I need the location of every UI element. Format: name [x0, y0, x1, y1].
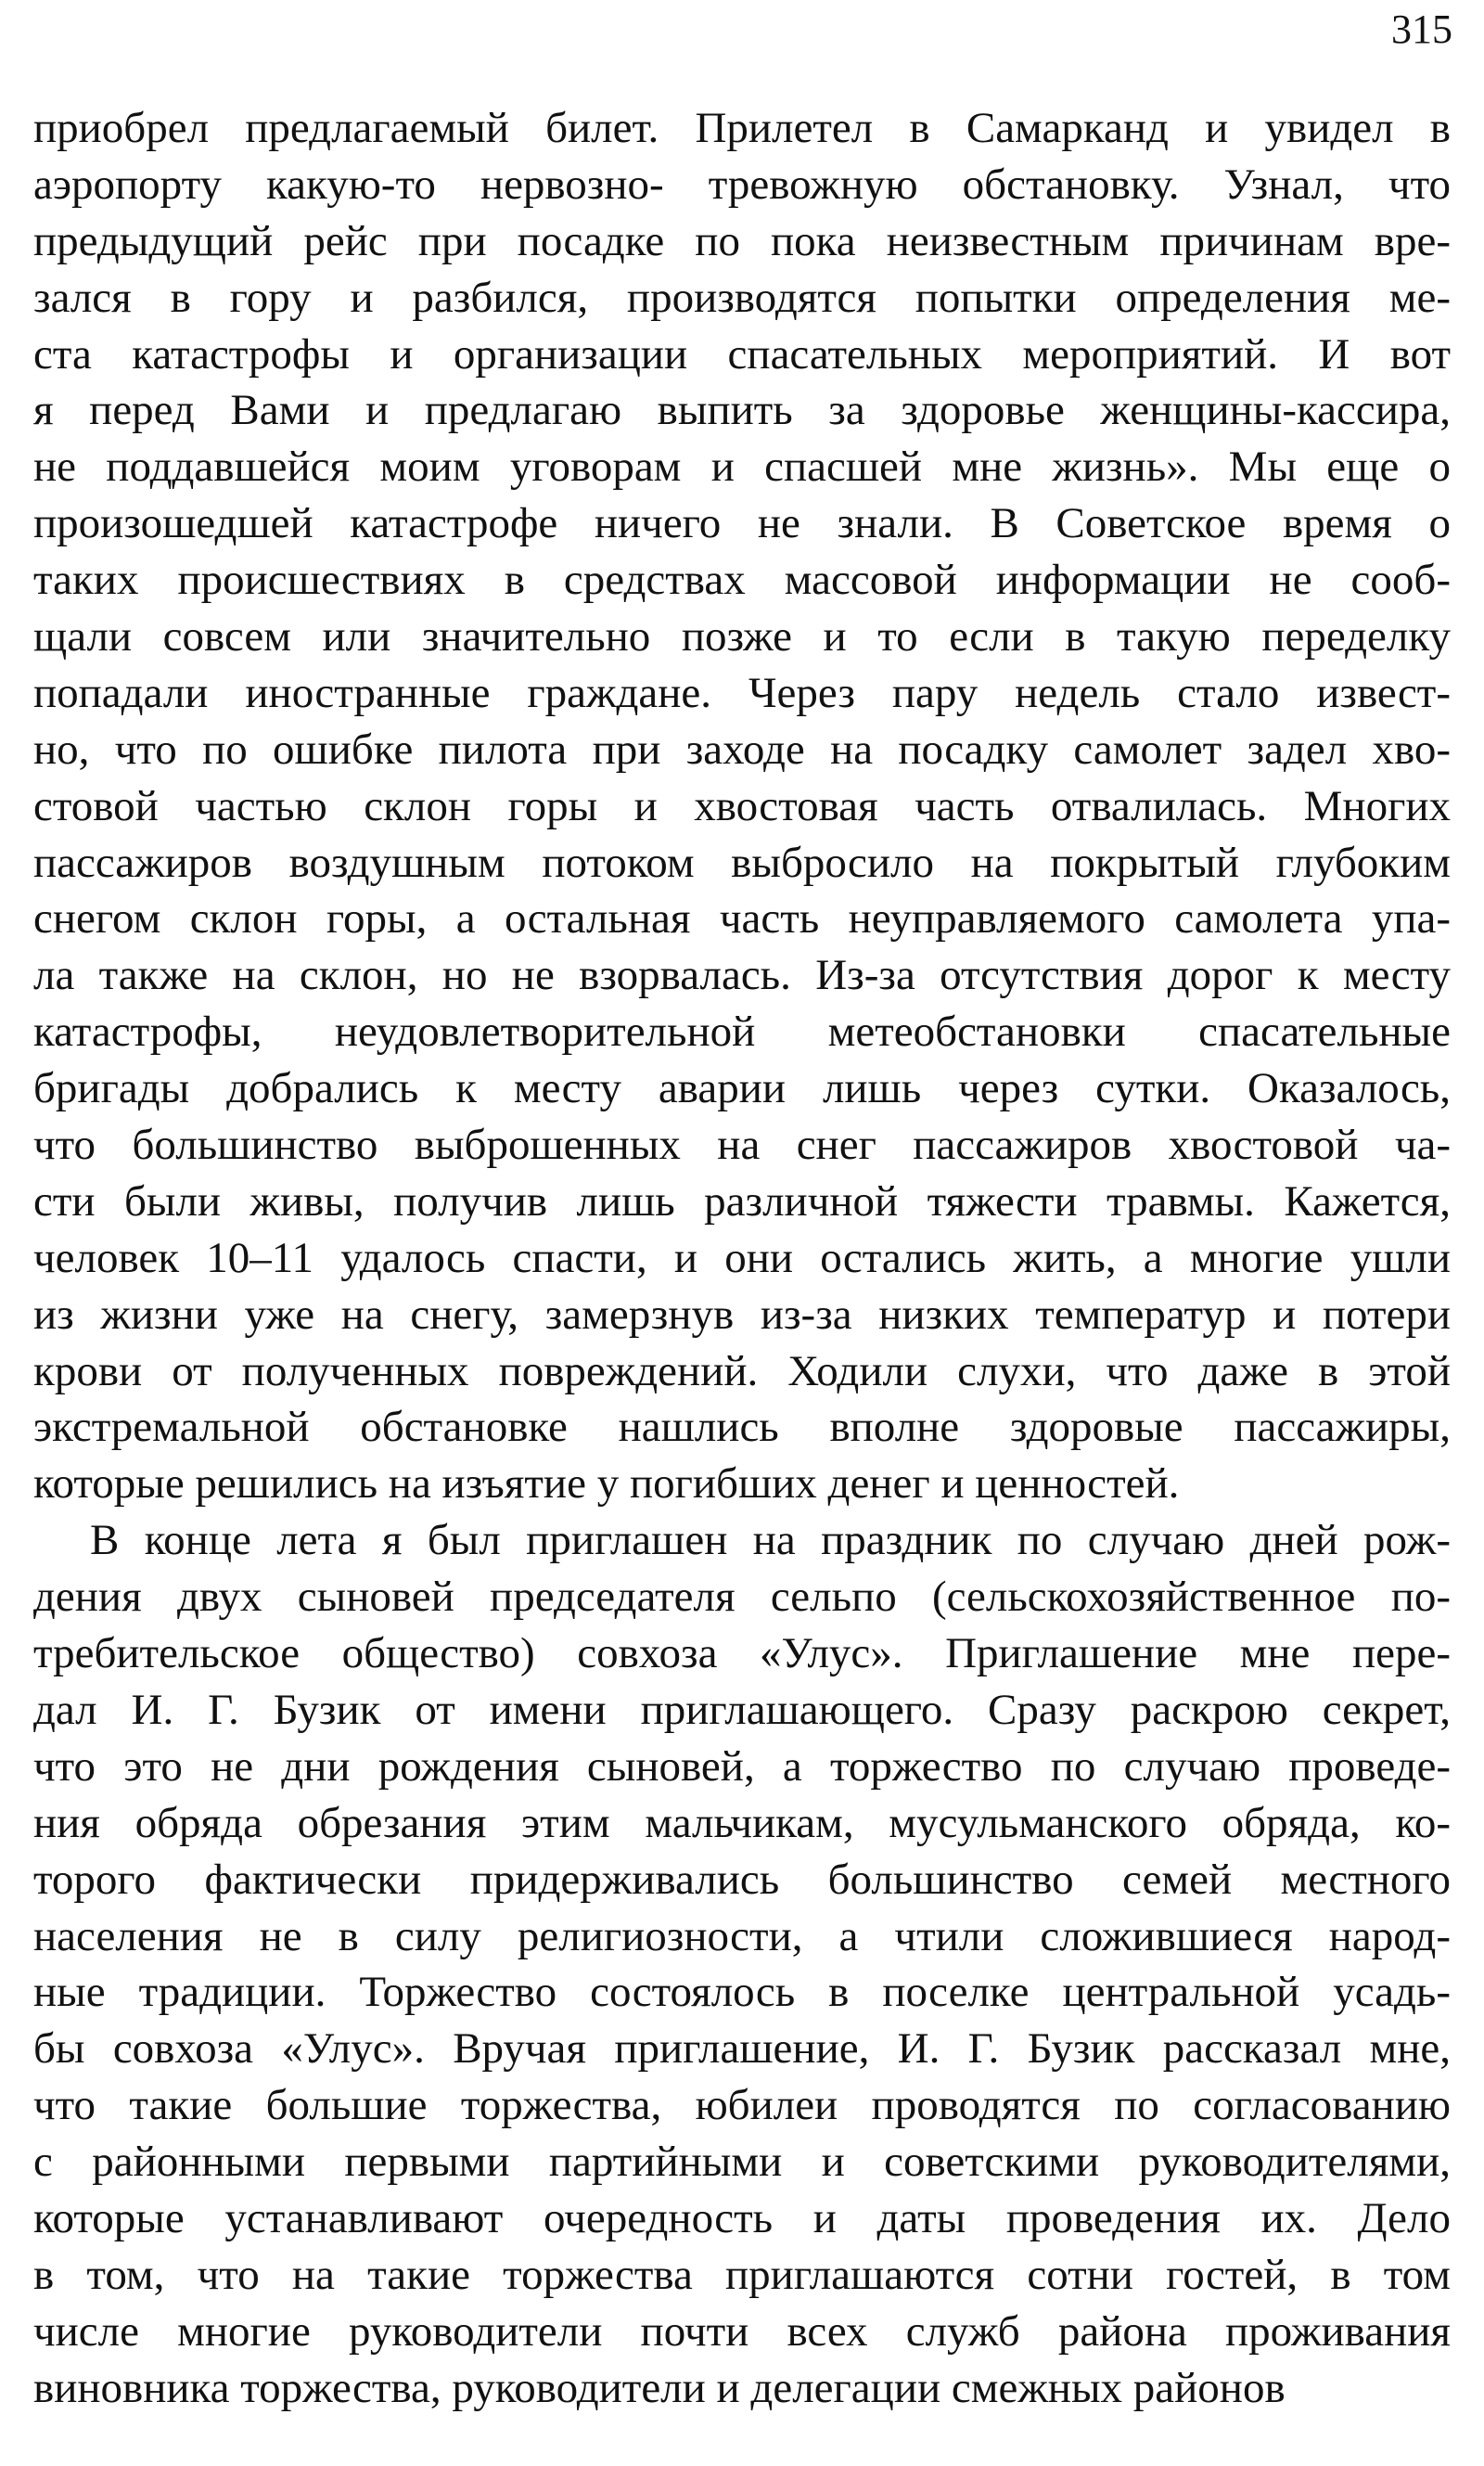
- text-line: не поддавшейся моим уговорам и спасшей мне жизнь». Мы еще о: [33, 443, 1451, 492]
- text-line: аэропорту какую-то нервозно- тревожную обстановку. Узнал, что: [33, 160, 1451, 209]
- text-line: В конце лета я был приглашен на праздник по случаю дней рож-: [90, 1516, 1451, 1565]
- text-line: зался в гору и разбился, производятся попытки определения ме-: [33, 273, 1451, 322]
- text-line: ные традиции. Торжество состоялось в поселке центральной усадь-: [33, 1968, 1451, 2017]
- text-line: я перед Вами и предлагаю выпить за здоровье женщины-кассира,: [33, 386, 1451, 435]
- text-line: приобрел предлагаемый билет. Прилетел в Самарканд и увидел в: [33, 104, 1451, 152]
- text-line: что такие большие торжества, юбилеи проводятся по согласованию: [33, 2081, 1451, 2130]
- text-line: экстремальной обстановке нашлись вполне здоровые пассажиры,: [33, 1403, 1451, 1452]
- text-line: в том, что на такие торжества приглашаются сотни гостей, в том: [33, 2250, 1451, 2299]
- text-line: щали совсем или значительно позже и то если в такую переделку: [33, 612, 1451, 661]
- paragraph-1: [33, 100, 1451, 1512]
- text-line: которые решились на изъятие у погибших денег и ценностей.: [33, 1459, 1180, 1509]
- text-line: человек 10–11 удалось спасти, и они остались жить, а многие ушли: [33, 1233, 1451, 1282]
- page-number: 315: [1391, 6, 1452, 52]
- text-line: бы совхоза «Улус». Вручая приглашение, И. Г. Бузик рассказал мне,: [33, 2024, 1451, 2074]
- text-line: виновника торжества, руководители и делегации смежных районов: [33, 2363, 1286, 2412]
- text-line: торого фактически придерживались большинство семей местного: [33, 1855, 1451, 1904]
- text-line: стовой частью склон горы и хвостовая часть отвалилась. Многих: [33, 781, 1451, 830]
- text-line: ла также на склон, но не взорвалась. Из-за отсутствия дорог к месту: [33, 951, 1451, 1000]
- body-text: [33, 100, 1451, 2417]
- text-line: попадали иностранные граждане. Через пару недель стало извест-: [33, 668, 1451, 717]
- text-line: снегом склон горы, а остальная часть неуправляемого самолета упа-: [33, 894, 1451, 944]
- text-line: сти были живы, получив лишь различной тяжести травмы. Кажется,: [33, 1176, 1451, 1226]
- text-line: что большинство выброшенных на снег пассажиров хвостовой ча-: [33, 1121, 1451, 1170]
- text-line: которые устанавливают очередность и даты проведения их. Дело: [33, 2193, 1451, 2242]
- paragraph-2: [33, 1512, 1451, 2416]
- text-line: ста катастрофы и организации спасательных мероприятий. И вот: [33, 329, 1451, 379]
- text-line: дения двух сыновей председателя сельпо (сельскохозяйственное по-: [33, 1573, 1451, 1622]
- text-line: населения не в силу религиозности, а чтили сложившиеся народ-: [33, 1911, 1451, 1960]
- text-line: пассажиров воздушным потоком выбросило на покрытый глубоким: [33, 838, 1451, 887]
- text-line: с районными первыми партийными и советскими руководителями,: [33, 2138, 1451, 2187]
- text-line: произошедшей катастрофе ничего не знали. В Советское время о: [33, 499, 1451, 548]
- text-line: катастрофы, неудовлетворительной метеобстановки спасательные: [33, 1008, 1451, 1057]
- text-line: предыдущий рейс при посадке по пока неизвестным причинам вре-: [33, 216, 1451, 265]
- text-line: числе многие руководители почти всех служб района проживания: [33, 2306, 1451, 2356]
- text-line: бригады добрались к месту аварии лишь через сутки. Оказалось,: [33, 1064, 1451, 1113]
- text-line: крови от полученных повреждений. Ходили слухи, что даже в этой: [33, 1346, 1451, 1395]
- text-line: таких происшествиях в средствах массовой информации не сооб-: [33, 556, 1451, 605]
- text-line: но, что по ошибке пилота при заходе на посадку самолет задел хво-: [33, 725, 1451, 774]
- text-line: что это не дни рождения сыновей, а торжество по случаю проведе-: [33, 1741, 1451, 1791]
- text-line: ния обряда обрезания этим мальчикам, мусульманского обряда, ко-: [33, 1798, 1451, 1847]
- text-line: требительское общество) совхоза «Улус». Приглашение мне пере-: [33, 1629, 1451, 1678]
- text-line: дал И. Г. Бузик от имени приглашающего. Сразу раскрою секрет,: [33, 1685, 1451, 1734]
- text-line: из жизни уже на снегу, замерзнув из-за низких температур и потери: [33, 1290, 1451, 1339]
